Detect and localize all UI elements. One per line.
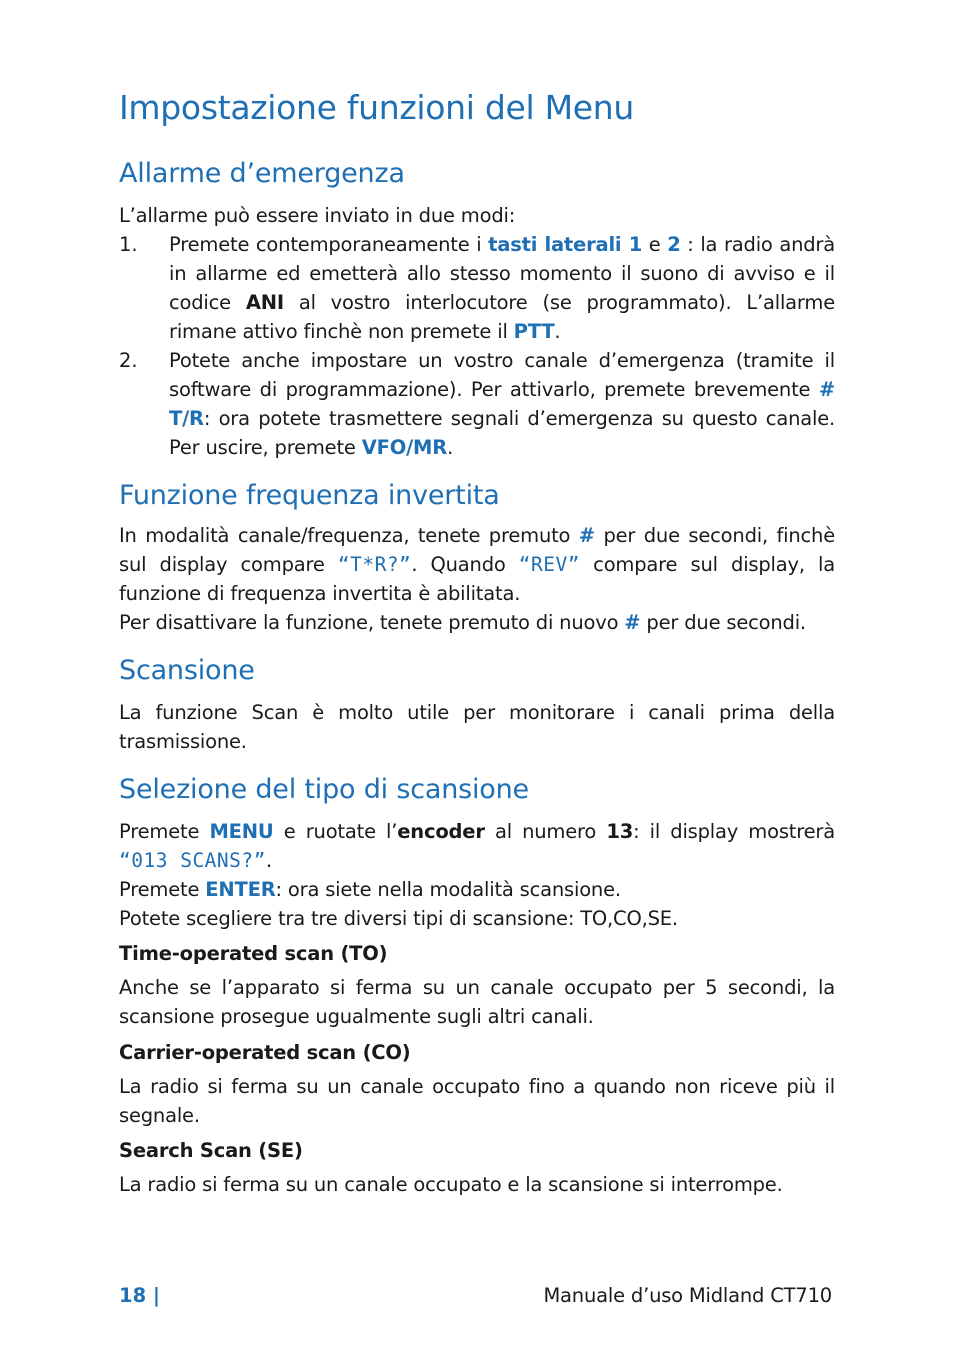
section-heading-scan-type: Selezione del tipo di scansione xyxy=(119,774,529,805)
section-heading-alarm: Allarme d’emergenza xyxy=(119,158,405,189)
subheading-se: Search Scan (SE) xyxy=(119,1139,303,1162)
list-number: 2. xyxy=(119,349,138,372)
alarm-intro: L’allarme può essere inviato in due modi: xyxy=(119,204,516,227)
co-paragraph: La radio si ferma su un canale occupato fino a quando non riceve più il segnale. xyxy=(119,1075,835,1127)
scan-types-paragraph: Potete scegliere tra tre diversi tipi di scansione: TO,CO,SE. xyxy=(119,907,678,930)
alarm-list-item-2 xyxy=(119,346,835,462)
reverse-paragraph: In modalità canale/frequenza, tenete premuto # per due secondi, finchè sul display compare “T*R?”. Quando “REV” compare sul display, la funzione di frequenza invertita è abilitata. xyxy=(119,524,835,605)
list-number: 1. xyxy=(119,233,138,256)
key-enter: ENTER xyxy=(205,878,276,901)
section-heading-scan: Scansione xyxy=(119,655,255,686)
key-2: 2 xyxy=(667,233,681,256)
section-heading-reverse: Funzione frequenza invertita xyxy=(119,480,500,511)
se-paragraph: La radio si ferma su un canale occupato e la scansione si interrompe. xyxy=(119,1173,783,1196)
alarm-list-item-1 xyxy=(119,230,835,346)
list-text: Premete contemporaneamente i tasti laterali 1 e 2 : la radio andrà in allarme ed emetterà allo stesso momento il suono di avviso e il codice ANI al vostro interlocutore (se programmato). L’allarme rimane attivo finchè non premete il PTT. xyxy=(169,233,835,343)
subheading-to: Time-operated scan (TO) xyxy=(119,942,388,965)
key-menu: MENU xyxy=(209,820,274,843)
subheading-co: Carrier-operated scan (CO) xyxy=(119,1041,411,1064)
key-ptt: PTT xyxy=(513,320,555,343)
key-hash: # xyxy=(578,524,595,547)
lcd-text-scans: “013 SCANS?” xyxy=(119,849,266,872)
reverse-paragraph-2: Per disattivare la funzione, tenete premuto di nuovo # per due secondi. xyxy=(119,611,806,634)
list-text: Potete anche impostare un vostro canale d’emergenza (tramite il software di programmazione). Per attivarlo, premete brevemente # T/R: ora potete trasmettere segnali d’emergenza su questo canale. Per uscire, premete VFO/MR. xyxy=(169,349,835,459)
lcd-text-rev: “REV” xyxy=(518,553,580,576)
to-paragraph: Anche se l’apparato si ferma su un canale occupato per 5 secondi, la scansione prosegue ugualmente sugli altri canali. xyxy=(119,976,835,1028)
scan-paragraph: La funzione Scan è molto utile per monitorare i canali prima della trasmissione. xyxy=(119,701,835,753)
scan-type-paragraph: Premete MENU e ruotate l’encoder al numero 13: il display mostrerà “013 SCANS?”. xyxy=(119,820,835,872)
manual-title: Manuale d’uso Midland CT710 xyxy=(543,1284,832,1307)
key-hash: # xyxy=(624,611,641,634)
key-side-buttons: tasti laterali 1 xyxy=(488,233,643,256)
key-vfo-mr: VFO/MR xyxy=(361,436,448,459)
encoder-term: encoder xyxy=(397,820,485,843)
menu-number: 13 xyxy=(606,820,634,843)
key-tr: # T/R xyxy=(169,378,835,430)
lcd-text-tr: “T*R?” xyxy=(337,553,412,576)
scan-enter-paragraph: Premete ENTER: ora siete nella modalità scansione. xyxy=(119,878,621,901)
page-number: 18 | xyxy=(119,1284,161,1307)
ani-code: ANI xyxy=(245,291,284,314)
page-title: Impostazione funzioni del Menu xyxy=(119,88,634,127)
